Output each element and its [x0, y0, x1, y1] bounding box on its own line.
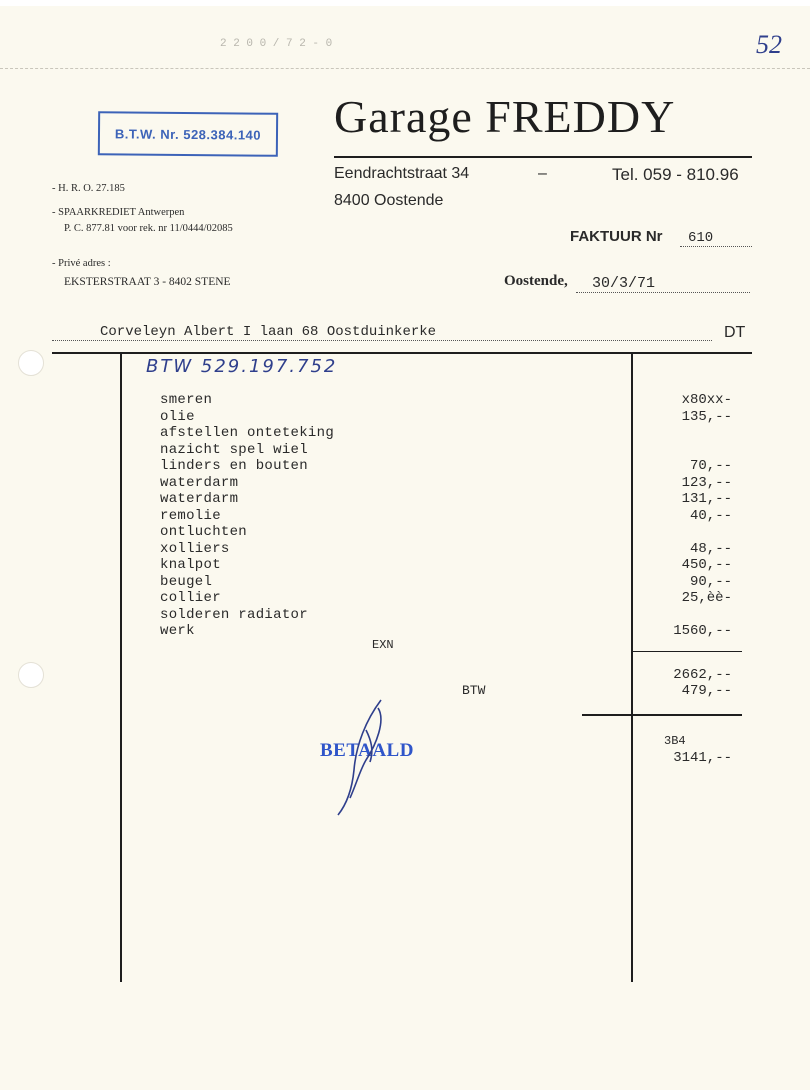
list-item: waterdarm — [160, 474, 239, 491]
table-top-rule — [52, 352, 752, 354]
list-item: remolie — [160, 507, 221, 524]
item-amount: 135,-- — [681, 408, 732, 425]
signature — [326, 690, 396, 820]
bank-line-2: P. C. 877.81 voor rek. nr 11/0444/02085 — [64, 223, 233, 234]
table-left-rule — [120, 352, 122, 982]
item-amount — [640, 425, 732, 442]
punch-hole-bottom — [18, 662, 44, 688]
perforation-line — [0, 68, 810, 69]
vat-label: BTW — [462, 683, 486, 698]
private-address: EKSTERSTRAAT 3 - 8402 STENE — [64, 276, 231, 288]
list-item: werk — [160, 623, 195, 639]
pencil-note: 2 2 0 0 / 7 2 - 0 — [220, 38, 333, 50]
list-item: olie — [160, 408, 195, 425]
punch-hole-top — [18, 350, 44, 376]
item-amount: 131,-- — [681, 491, 732, 507]
header-rule — [334, 156, 752, 158]
company-city: 8400 Oostende — [334, 192, 444, 209]
item-amount: 1560,-- — [673, 623, 732, 639]
list-item: knalpot — [160, 557, 221, 573]
company-street: Eendrachtstraat 34 — [334, 165, 470, 182]
list-item: xolliers — [160, 540, 230, 557]
hro-number: - H. R. O. 27.185 — [52, 183, 125, 194]
item-amount: x80xx- — [681, 392, 732, 408]
item-amount: 25,èè- — [681, 590, 732, 606]
date-label: Oostende, — [504, 273, 568, 289]
total-amount: 3141,-- — [673, 750, 732, 766]
subtotal-rule — [632, 651, 742, 652]
item-amount: 123,-- — [681, 474, 732, 491]
item-amount — [640, 524, 732, 541]
list-item: afstellen onteteking — [160, 425, 335, 441]
item-amount: 90,-- — [689, 573, 732, 590]
item-list — [160, 392, 334, 640]
list-item: beugel — [160, 573, 213, 590]
table-right-rule — [631, 352, 633, 982]
paid-stamp: BETAALD — [320, 740, 414, 761]
list-item: waterdarm — [160, 491, 239, 507]
page-top-edge — [0, 0, 810, 6]
private-address-label: - Privé adres : — [52, 258, 111, 269]
invoice-number: 610 — [680, 230, 752, 247]
list-item: ontluchten — [160, 524, 248, 540]
vat-amount: 479,-- — [681, 683, 732, 699]
company-name: Garage FREDDY — [334, 91, 676, 142]
item-amount — [640, 442, 732, 459]
struck-mark: EXN — [372, 638, 394, 652]
invoice-label: FAKTUUR Nr — [570, 228, 663, 245]
list-item: nazicht spel wiel — [160, 441, 308, 458]
item-amount — [640, 607, 732, 624]
struck-total-mark: 3B4 — [664, 734, 686, 748]
item-amount: 70,-- — [689, 458, 732, 474]
customer-suffix: DT — [724, 324, 746, 341]
header-dash: – — [538, 165, 547, 182]
item-amount: 40,-- — [689, 507, 732, 524]
list-item: solderen radiator — [160, 606, 308, 623]
item-amount: 450,-- — [681, 557, 732, 573]
amount-list — [640, 392, 732, 640]
list-item: smeren — [160, 392, 213, 408]
list-item: linders en bouten — [160, 458, 308, 474]
list-item: collier — [160, 590, 221, 606]
vat-number-stamp: B.T.W. Nr. 528.384.140 — [98, 111, 278, 157]
item-amount: 48,-- — [689, 540, 732, 557]
customer-line: Corveleyn Albert I laan 68 Oostduinkerke — [52, 324, 712, 341]
page-number: 52 — [756, 30, 782, 59]
invoice-date: 30/3/71 — [576, 275, 750, 293]
company-phone: Tel. 059 - 810.96 — [612, 165, 739, 184]
bank-line-1: - SPAARKREDIET Antwerpen — [52, 207, 185, 218]
total-rule — [582, 714, 742, 716]
subtotal-amount: 2662,-- — [673, 667, 732, 683]
customer-vat-handwritten: BTW 529.197.752 — [146, 356, 338, 377]
